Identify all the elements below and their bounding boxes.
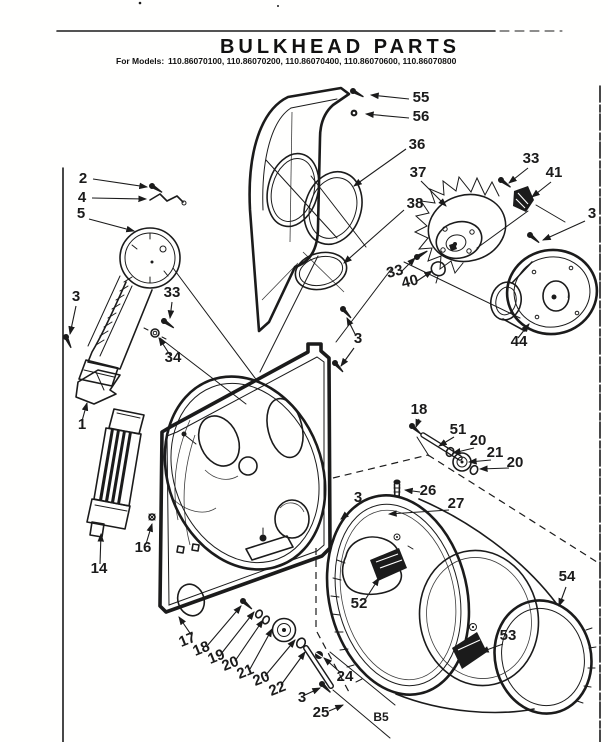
- page-title: BULKHEAD PARTS: [219, 36, 461, 58]
- bolt-26: [394, 480, 401, 497]
- drum-front-hatch: [331, 560, 362, 682]
- callout-33: 33: [163, 284, 181, 301]
- callout-19: 19: [205, 645, 228, 668]
- callout-36: 36: [408, 136, 426, 153]
- nut-34: [151, 329, 159, 337]
- motor-clamp: [477, 176, 565, 248]
- callout-14: 14: [90, 560, 108, 577]
- callout-24: 24: [336, 668, 354, 685]
- callout-33: 33: [522, 150, 540, 167]
- callout-20: 20: [219, 652, 242, 675]
- callout-5: 5: [76, 205, 86, 222]
- callout-21: 21: [486, 444, 504, 461]
- blower-fan-wheel: [415, 177, 513, 273]
- clamp-ring: [295, 164, 371, 252]
- callout-54: 54: [558, 568, 576, 585]
- page-code: B5: [373, 710, 389, 724]
- callout-3: 3: [71, 288, 81, 305]
- screw-3-right: [526, 231, 541, 245]
- callout-18: 18: [410, 401, 428, 418]
- callout-4: 4: [77, 189, 87, 206]
- callout-22: 22: [266, 677, 289, 700]
- callout-3: 3: [353, 330, 363, 347]
- callout-26: 26: [419, 482, 437, 499]
- callout-38: 38: [406, 195, 424, 212]
- models-label: For Models:: [116, 56, 165, 66]
- lint-duct: [62, 182, 258, 404]
- callout-3: 3: [353, 489, 363, 506]
- heater-grille: [87, 409, 144, 537]
- callout-20: 20: [506, 454, 524, 471]
- screws-3-upper: [260, 256, 353, 374]
- screw-55-56: [349, 87, 365, 116]
- callout-41: 41: [545, 164, 563, 181]
- callout-56: 56: [412, 108, 430, 125]
- callout-53: 53: [499, 627, 517, 644]
- callout-55: 55: [412, 89, 430, 106]
- callout-27: 27: [447, 495, 465, 512]
- callout-20: 20: [250, 667, 273, 690]
- callout-51: 51: [449, 421, 467, 438]
- callout-44: 44: [510, 333, 528, 350]
- callout-2: 2: [78, 170, 88, 187]
- deflector: [76, 370, 120, 404]
- bracket-4: [150, 194, 183, 202]
- blower-housing: [404, 243, 604, 341]
- callout-3: 3: [587, 205, 597, 222]
- callout-17: 17: [176, 628, 199, 651]
- callout-21: 21: [234, 660, 257, 683]
- callout-16: 16: [134, 539, 152, 556]
- roller-cluster-right: [408, 422, 479, 476]
- callout-1: 1: [77, 416, 87, 433]
- models-list: 110.86070100, 110.86070200, 110.86070400, 110.86070600, 110.86070800: [168, 56, 457, 66]
- o-ring-seal: [291, 247, 350, 295]
- callout-3: 3: [297, 689, 307, 706]
- callout-52: 52: [350, 595, 368, 612]
- callout-25: 25: [312, 704, 330, 721]
- screw-2: [148, 182, 164, 195]
- duct-felt-hatch: [96, 277, 132, 345]
- callout-37: 37: [409, 164, 427, 181]
- callout-34: 34: [164, 349, 182, 366]
- screw-18-bottom: [239, 597, 254, 611]
- bulkhead-panel: [138, 344, 353, 619]
- callout-20: 20: [469, 432, 487, 449]
- callout-18: 18: [190, 637, 213, 660]
- screw-33-left: [160, 317, 176, 331]
- callout-33: 33: [384, 261, 406, 282]
- heater-shroud: [250, 88, 349, 331]
- callout-40: 40: [399, 271, 421, 292]
